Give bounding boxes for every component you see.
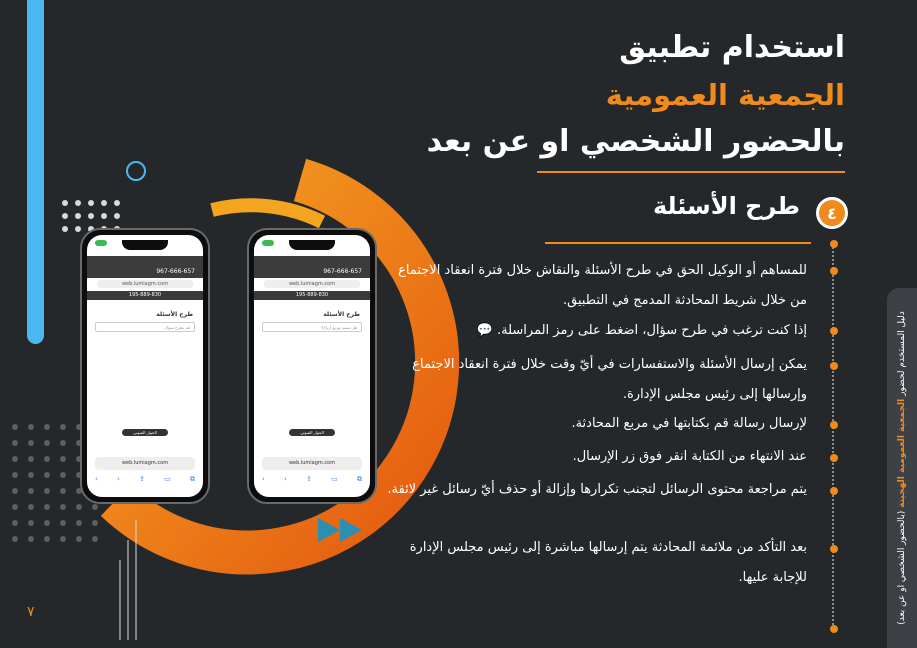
browser-url-top[interactable]: web.lumiagm.com (97, 280, 193, 288)
instruction-text: لإرسال رسالة قم بكتابتها في مربع المحادثة. (571, 416, 807, 431)
timeline-line (832, 243, 834, 629)
status-indicator (262, 240, 274, 246)
timeline-dot (830, 487, 838, 495)
timeline-dot (830, 327, 838, 335)
side-tab-label-part1: دليل المستخدم لحضور (897, 311, 907, 396)
step-number-badge: ٤ (816, 197, 848, 229)
instruction-text: عند الانتهاء من الكتابة انقر فوق زر الإرسال. (572, 449, 807, 464)
status-bar (254, 256, 370, 266)
instruction-text: بعد التأكد من ملائمة المحادثة يتم إرسالها مباشرة إلى رئيس مجلس الإدارة للإجابة عليها. (409, 540, 807, 585)
phone-mockup (80, 228, 210, 504)
step-divider (545, 242, 811, 244)
browser-url-bottom[interactable]: web.lumiagm.com (95, 457, 195, 470)
phone-number-bar: 967-666-657 (87, 266, 203, 278)
browser-url-top[interactable]: web.lumiagm.com (264, 280, 360, 288)
timeline-dot (830, 421, 838, 429)
instruction-text: للمساهم أو الوكيل الحق في طرح الأسئلة والنقاش خلال فترة انعقاد الاجتماع من خلال شريط المحادثة المدمج في التطبيق. (398, 263, 807, 308)
audio-chat-button[interactable]: الحوار الصوتي (289, 429, 335, 436)
back-icon[interactable]: ‹ (95, 475, 98, 483)
forward-icon[interactable]: › (284, 475, 287, 483)
share-icon[interactable]: ⇪ (139, 475, 145, 483)
question-input[interactable]: قم بطرح سؤال (95, 322, 195, 332)
timeline-dot (830, 545, 838, 553)
audio-chat-button[interactable]: الحوار الصوتي (122, 429, 168, 436)
instruction-text: يمكن إرسال الأسئلة والاستفسارات في أيّ وقت خلال فترة انعقاد الاجتماع وإرسالها إلى رئيس مجلس الإدارة. (412, 357, 807, 402)
bookmarks-icon[interactable]: ▭ (164, 475, 171, 483)
bookmarks-icon[interactable]: ▭ (331, 475, 338, 483)
phone-mockup (247, 228, 377, 504)
page-number: ٧ (27, 604, 35, 620)
phone-screen (87, 235, 203, 497)
status-bar (87, 256, 203, 266)
side-tab-label-part2: الجمعية العمومية الهجينة (897, 398, 907, 508)
share-icon[interactable]: ⇪ (306, 475, 312, 483)
meeting-id-strip: 195-889-830 (87, 291, 203, 300)
timeline-dot (830, 454, 838, 462)
tabs-icon[interactable]: ⧉ (190, 475, 195, 483)
instruction-text: يتم مراجعة محتوى الرسائل لتجنب تكرارها وإزالة أو حذف أيّ رسائل غير لائقة. (387, 482, 807, 497)
page-title-line3: بالحضور الشخصي او عن بعد (426, 124, 845, 159)
page-title-line1: استخدام تطبيق (619, 30, 845, 65)
step-title: طرح الأسئلة (652, 192, 800, 220)
phone-notch (122, 240, 168, 250)
timeline-dot (830, 240, 838, 248)
phone-notch (289, 240, 335, 250)
phone-screen (254, 235, 370, 497)
phone-number-bar: 967-666-657 (254, 266, 370, 278)
side-tab (887, 288, 917, 648)
browser-url-bottom[interactable]: web.lumiagm.com (262, 457, 362, 470)
tabs-icon[interactable]: ⧉ (357, 475, 362, 483)
timeline-dot (830, 362, 838, 370)
instruction-text: إذا كنت ترغب في طرح سؤال، اضغط على رمز المراسلة. 💬 (476, 323, 807, 338)
questions-panel-title: طرح الأسئلة (156, 311, 193, 318)
timeline-dot (830, 625, 838, 633)
status-indicator (95, 240, 107, 246)
forward-icon[interactable]: › (117, 475, 120, 483)
title-divider (537, 171, 845, 173)
side-tab-label-part3: (بالحضور الشخصي او عن بعد) (897, 510, 907, 625)
browser-nav (95, 475, 195, 485)
meeting-id-strip: 195-889-830 (254, 291, 370, 300)
page-title-line2: الجمعية العمومية (605, 78, 845, 112)
timeline-dot (830, 267, 838, 275)
browser-nav (262, 475, 362, 485)
question-input[interactable]: هل سيتم توزيع أرباح؟ (262, 322, 362, 332)
side-tab-label (897, 298, 907, 638)
questions-panel-title: طرح الأسئلة (323, 311, 360, 318)
back-icon[interactable]: ‹ (262, 475, 265, 483)
